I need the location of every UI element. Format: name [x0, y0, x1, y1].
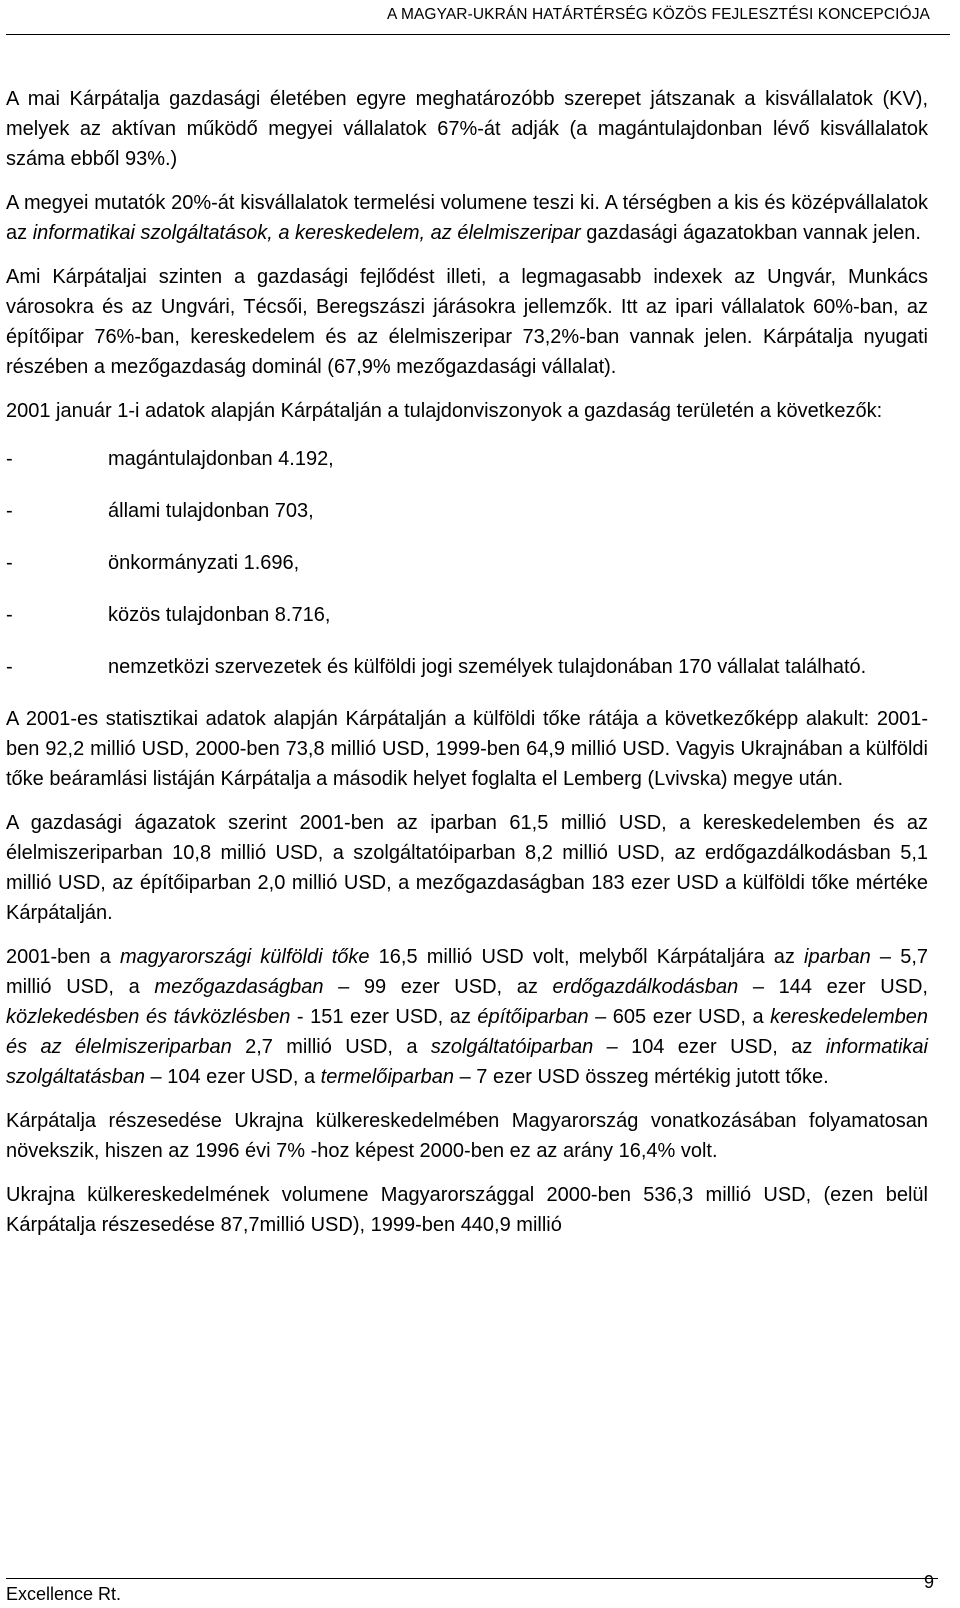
header-divider	[6, 34, 950, 35]
running-header: A MAGYAR-UKRÁN HATÁRTÉRSÉG KÖZÖS FEJLESZTÉSI KONCEPCIÓJA	[386, 6, 930, 23]
text-segment: – 104 ezer USD, az	[593, 1036, 826, 1058]
list-item: - állami tulajdonban 703,	[6, 500, 314, 522]
italic-term: kereskedelemben és az élelmiszeriparban	[6, 1006, 928, 1058]
paragraph-capital-by-sector: A gazdasági ágazatok szerint 2001-ben az iparban 61,5 millió USD, a kereskedelemben és az élelmiszeriparban 10,8 millió USD, a szolgáltatóiparban 8,2 millió USD, az erdőgazdálkodásban 5,1 millió USD, az építőiparban 2,0 millió USD, a mezőgazdaságban 183 ezer USD a külföldi tőke mértéke Kárpátalján.	[6, 812, 928, 924]
footer-divider	[6, 1578, 938, 1579]
footer-company: Excellence Rt.	[6, 1584, 122, 1604]
italic-term: közlekedésben és távközlésben	[6, 1006, 291, 1028]
text-segment: 2001-ben a	[6, 946, 120, 968]
text-segment: – 7 ezer USD összeg mértékig jutott tőke.	[454, 1066, 829, 1088]
text-segment: 16,5 millió USD volt, melyből Kárpátaljára az	[369, 946, 805, 968]
paragraph-sectors: A megyei mutatók 20%-át kisvállalatok termelési volumene teszi ki. A térségben a kis és középvállalatok az informatikai szolgáltatások, a kereskedelem, az élelmiszeripar gazdasági ágazatokban vannak jelen.	[6, 192, 928, 244]
list-item: - önkormányzati 1.696,	[6, 552, 300, 574]
text-segment: – 605 ezer USD, a	[588, 1006, 771, 1028]
paragraph-regional-development: Ami Kárpátaljai szinten a gazdasági fejlődést illeti, a legmagasabb indexek az Ungvár, Munkács városokra és az Ungvári, Técsői, Beregszászi járásokra jellemzők. Itt az ipari vállalatok 60%-ban, az építőipar 76%-ban, kereskedelem és az élelmiszeripar 73,2%-ban vannak jelen. Kárpátalja nyugati részében a mezőgazdaság dominál (67,9% mezőgazdasági vállalat).	[6, 266, 928, 378]
italic-term: termelőiparban	[320, 1066, 455, 1088]
text-segment: – 99 ezer USD, az	[323, 976, 553, 998]
text-segment: - 151 ezer USD, az	[290, 1006, 478, 1028]
italic-term: szolgáltatóiparban	[430, 1036, 594, 1058]
paragraph-trade-share: Kárpátalja részesedése Ukrajna külkereskedelmében Magyarország vonatkozásában folyamatosan növekszik, hiszen az 1996 évi 7% -hoz képest 2000-ben ez az arány 16,4% volt.	[6, 1110, 928, 1162]
italic-term: iparban	[804, 946, 871, 968]
document-body	[6, 84, 928, 1254]
list-item: - nemzetközi szervezetek és külföldi jogi személyek tulajdonában 170 vállalat található.	[6, 656, 867, 678]
paragraph-trade-volume: Ukrajna külkereskedelmének volumene Magyarországgal 2000-ben 536,3 millió USD, (ezen belül Kárpátalja részesedése 87,7millió USD), 1999-ben 440,9 millió	[6, 1184, 928, 1236]
text-segment: – 144 ezer USD,	[738, 976, 928, 998]
italic-term: építőiparban	[477, 1006, 589, 1028]
paragraph-small-enterprises: A mai Kárpátalja gazdasági életében egyre meghatározóbb szerepet játszanak a kisvállalatok (KV), melyek az aktívan működő megyei vállalatok 67%-át adják (a magántulajdonban lévő kisvállalatok száma ebből 93%.)	[6, 88, 928, 170]
italic-term: erdőgazdálkodásban	[552, 976, 739, 998]
italic-term: informatikai szolgáltatásban	[6, 1036, 928, 1088]
paragraph-foreign-capital: A 2001-es statisztikai adatok alapján Kárpátalján a külföldi tőke rátája a következőképp alakult: 2001-ben 92,2 millió USD, 2000-ben 73,8 millió USD, 1999-ben 64,9 millió USD. Vagyis Ukrajnában a külföldi tőke beáramlási listáján Kárpátalja a második helyet foglalta el Lemberg (Lvivska) megye után.	[6, 708, 928, 790]
text-segment: 2,7 millió USD, a	[231, 1036, 431, 1058]
italic-term: magyarországi külföldi tőke	[119, 946, 370, 968]
paragraph-ownership-intro: 2001 január 1-i adatok alapján Kárpátalján a tulajdonviszonyok a gazdaság területén a következők:	[6, 400, 883, 422]
list-item: - magántulajdonban 4.192,	[6, 448, 334, 470]
italic-term: mezőgazdaságban	[154, 976, 324, 998]
text-segment: – 104 ezer USD, a	[144, 1066, 321, 1088]
paragraph-hungarian-capital	[6, 942, 928, 1092]
page-number: 9	[923, 1572, 934, 1592]
list-item: - közös tulajdonban 8.716,	[6, 604, 331, 626]
ownership-list	[6, 444, 928, 682]
text-segment: – 5,7 millió USD, a	[6, 946, 929, 998]
